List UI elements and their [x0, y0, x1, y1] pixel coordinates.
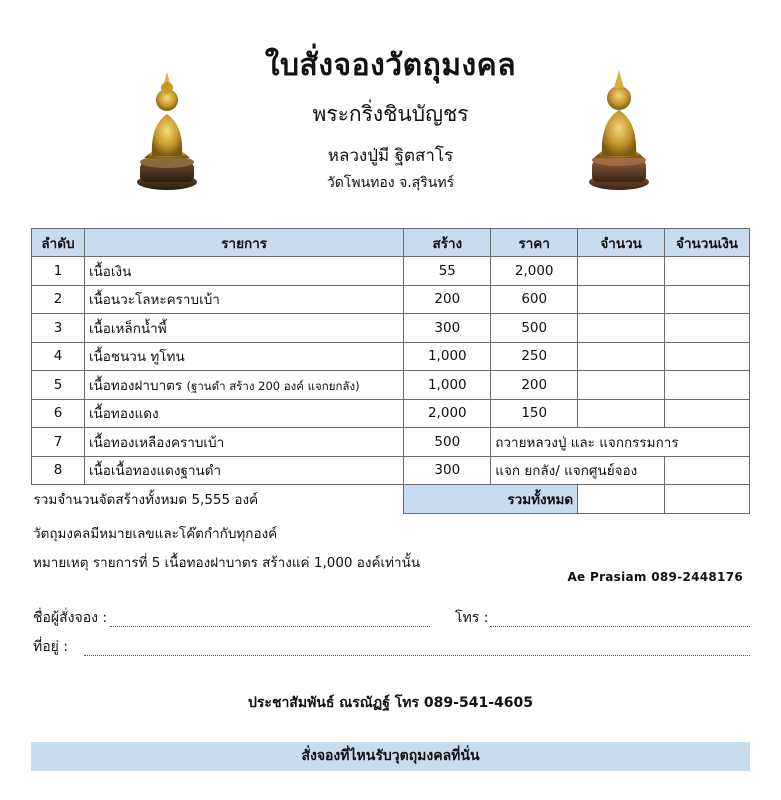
row-item-note: (ฐานดำ สร้าง 200 องค์ แจกยกลัง) — [186, 378, 360, 393]
name-field[interactable] — [110, 626, 430, 627]
phone-field-label: โทร : — [455, 610, 489, 626]
header-price: ราคา — [491, 229, 578, 257]
amulet-name: พระกริ่งชินบัญชร — [312, 102, 469, 126]
row-no: 6 — [32, 399, 85, 428]
table-row — [32, 314, 750, 343]
row-built: 55 — [404, 257, 491, 286]
seller-contact: Ae Prasiam 089-2448176 — [567, 570, 743, 584]
note-remark: หมายเหตุ รายการที่ 5 เนื้อทองฝาบาตร สร้างแค่ 1,000 องค์เท่านั้น — [33, 555, 421, 571]
row-note: ถวายหลวงปู่ และ แจกกรรมการ — [491, 428, 750, 457]
note-serial-code: วัตถุมงคลมีหมายเลขและโค๊ตกำกับทุกองค์ — [33, 526, 278, 542]
pr-contact: ประชาสัมพันธ์ ณรณัฏฐ์ โทร 089-541-4605 — [248, 695, 533, 711]
row-no: 4 — [32, 342, 85, 371]
row-built: 2,000 — [404, 399, 491, 428]
table-row — [32, 257, 750, 286]
grand-total-quantity-cell[interactable] — [578, 485, 665, 514]
row-amount-cell[interactable] — [665, 342, 750, 371]
header-amount: จำนวนเงิน — [665, 229, 750, 257]
row-price: 2,000 — [491, 257, 578, 286]
row-amount-cell[interactable] — [665, 314, 750, 343]
page-title: ใบสั่งจองวัตถุมงคล — [264, 48, 517, 83]
row-built: 500 — [404, 428, 491, 457]
row-price: 600 — [491, 285, 578, 314]
table-row — [32, 456, 750, 485]
row-price: 200 — [491, 371, 578, 400]
monk-name: หลวงปู่มี ฐิตสาโร — [327, 146, 454, 166]
row-quantity-cell[interactable] — [578, 371, 665, 400]
table-header-row — [32, 229, 750, 257]
row-price: 150 — [491, 399, 578, 428]
row-amount-cell[interactable] — [665, 456, 750, 485]
row-amount-cell[interactable] — [665, 257, 750, 286]
row-note: แจก ยกลัง/ แจกศูนย์จอง — [491, 456, 665, 485]
row-price: 500 — [491, 314, 578, 343]
row-quantity-cell[interactable] — [578, 257, 665, 286]
row-item — [84, 371, 403, 400]
row-item: เนื้อทองแดง — [84, 399, 403, 428]
address-field-label: ที่อยู่ : — [33, 639, 69, 655]
row-no: 3 — [32, 314, 85, 343]
row-quantity-cell[interactable] — [578, 342, 665, 371]
row-quantity-cell[interactable] — [578, 314, 665, 343]
row-item: เนื้อนวะโลหะคราบเบ้า — [84, 285, 403, 314]
row-amount-cell[interactable] — [665, 285, 750, 314]
table-row — [32, 399, 750, 428]
row-item: เนื้อเนื้อทองแดงฐานดำ — [84, 456, 403, 485]
row-price: 250 — [491, 342, 578, 371]
row-item: เนื้อทองเหลืองคราบเบ้า — [84, 428, 403, 457]
row-no: 1 — [32, 257, 85, 286]
table-row — [32, 342, 750, 371]
table-row — [32, 371, 750, 400]
header-built: สร้าง — [404, 229, 491, 257]
row-built: 1,000 — [404, 371, 491, 400]
row-no: 8 — [32, 456, 85, 485]
table-row — [32, 285, 750, 314]
row-built: 200 — [404, 285, 491, 314]
header-quantity: จำนวน — [578, 229, 665, 257]
footer-banner: สั่งจองที่ไหนรับวุตถุมงคลที่นั่น — [31, 742, 750, 771]
summary-row — [32, 485, 750, 514]
row-item: เนื้อชนวน ทูโทน — [84, 342, 403, 371]
row-no: 7 — [32, 428, 85, 457]
order-table — [31, 228, 750, 514]
table-row — [32, 428, 750, 457]
row-built: 300 — [404, 456, 491, 485]
row-item-name: เนื้อทองฝาบาตร — [88, 377, 183, 394]
temple-name: วัดโพนทอง จ.สุรินทร์ — [326, 175, 455, 191]
row-quantity-cell[interactable] — [578, 285, 665, 314]
page-header — [0, 0, 781, 220]
header-item: รายการ — [84, 229, 403, 257]
grand-total-label: รวมทั้งหมด — [404, 485, 578, 514]
phone-field[interactable] — [490, 626, 750, 627]
total-built-text: รวมจำนวนจัดสร้างทั้งหมด 5,555 องค์ — [33, 492, 259, 508]
row-built: 300 — [404, 314, 491, 343]
row-built: 1,000 — [404, 342, 491, 371]
row-item: เนื้อเงิน — [84, 257, 403, 286]
row-amount-cell[interactable] — [665, 399, 750, 428]
row-quantity-cell[interactable] — [578, 399, 665, 428]
header-no: ลำดับ — [32, 229, 85, 257]
grand-total-amount-cell[interactable] — [665, 485, 750, 514]
row-amount-cell[interactable] — [665, 371, 750, 400]
row-item: เนื้อเหล็กน้ำพี้ — [84, 314, 403, 343]
row-no: 2 — [32, 285, 85, 314]
address-field[interactable] — [84, 655, 750, 656]
name-field-label: ชื่อผู้สั่งจอง : — [33, 610, 108, 626]
row-no: 5 — [32, 371, 85, 400]
